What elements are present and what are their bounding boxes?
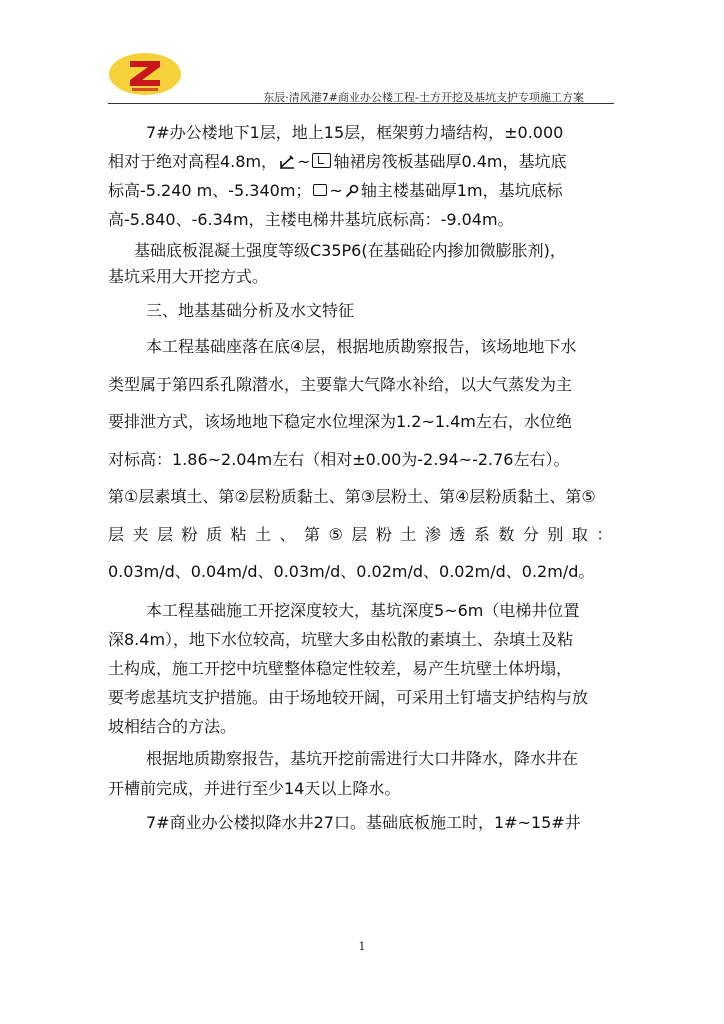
company-logo xyxy=(108,52,182,96)
text-line xyxy=(108,147,618,176)
axis-symbol-icon xyxy=(345,184,359,198)
text-line: 高-5.840、-6.34m，主楼电梯井基坑底标高：-9.04m。 xyxy=(108,210,514,229)
text-fragment: 轴主楼基础厚1m，基坑底标 xyxy=(360,181,563,200)
text-line: 层夹层粉质粘土、第⑤层粉土渗透系数分别取： xyxy=(108,524,621,544)
text-line: 类型属于第四系孔隙潜水，主要靠大气降水补给，以大气蒸发为主 xyxy=(108,374,573,394)
text-line: 7#办公楼地下1层，地上15层，框架剪力墙结构，±0.000 xyxy=(146,123,564,142)
axis-symbol-icon xyxy=(279,155,295,169)
paragraph-hydrology xyxy=(108,328,621,591)
text-fragment: 标高-5.240 m、-5.340m； xyxy=(108,181,312,200)
text-fragment: 轴裙房筏板基础厚0.4m，基坑底 xyxy=(333,152,567,171)
axis-symbol-icon xyxy=(312,153,331,168)
text-line: 第①层素填土、第②层粉质黏土、第③层粉土、第④层粉质黏土、第⑤ xyxy=(108,487,596,506)
text-fragment: ~ xyxy=(329,181,343,200)
text-fragment: 相对于绝对高程4.8m， xyxy=(108,152,278,171)
text-line: 基坑采用大开挖方式。 xyxy=(108,267,269,286)
text-line: 对标高：1.86~2.04m左右（相对±0.00为-2.94~-2.76左右）。 xyxy=(108,449,570,469)
paragraph-concrete-grade xyxy=(108,238,618,290)
axis-symbol-icon xyxy=(313,184,327,196)
text-line: 要考虑基坑支护措施。由于场地较开阔，可采用土钉墙支护结构与放 xyxy=(108,687,589,707)
text-line: 深8.4m），地下水位较高，坑壁大多由松散的素填土、杂填土及粘 xyxy=(108,629,574,649)
text-line: 坡相结合的方法。 xyxy=(108,716,237,736)
text-line: 本工程基础座落在底④层，根据地质勘察报告，该场地地下水 xyxy=(146,337,577,356)
text-line: 0.03m/d、0.04m/d、0.03m/d、0.02m/d、0.02m/d、0.2m/d。 xyxy=(108,562,595,581)
text-line: 要排泄方式，该场地地下稳定水位埋深为1.2~1.4m左右，水位绝 xyxy=(108,412,572,431)
paragraph-dewatering xyxy=(108,744,618,804)
text-line: 开槽前完成，并进行至少14天以上降水。 xyxy=(108,778,401,798)
text-line: 根据地质勘察报告，基坑开挖前需进行大口井降水，降水井在 xyxy=(146,748,579,768)
text-line xyxy=(108,176,618,205)
paragraph-excavation xyxy=(108,596,618,741)
header-divider xyxy=(108,103,614,104)
paragraph-wells xyxy=(108,808,618,838)
text-fragment: ~ xyxy=(297,152,311,171)
document-header-title: 东辰·清风港7#商业办公楼工程-土方开挖及基坑支护专项施工方案 xyxy=(263,91,584,104)
text-line: 基础底板混凝土强度等级C35P6(在基础砼内掺加微膨胀剂)， xyxy=(134,241,566,260)
section-heading: 三、地基基础分析及水文特征 xyxy=(146,301,355,320)
page-number: 1 xyxy=(358,940,366,953)
text-line: 本工程基础施工开挖深度较大，基坑深度5~6m（电梯井位置 xyxy=(146,600,580,620)
text-line: 7#商业办公楼拟降水井27口。基础底板施工时，1#~15#井 xyxy=(146,812,581,832)
text-line: 土构成，施工开挖中坑壁整体稳定性较差，易产生坑壁土体坍塌， xyxy=(108,658,573,678)
paragraph-building-overview xyxy=(108,118,618,234)
document-body xyxy=(108,118,621,838)
